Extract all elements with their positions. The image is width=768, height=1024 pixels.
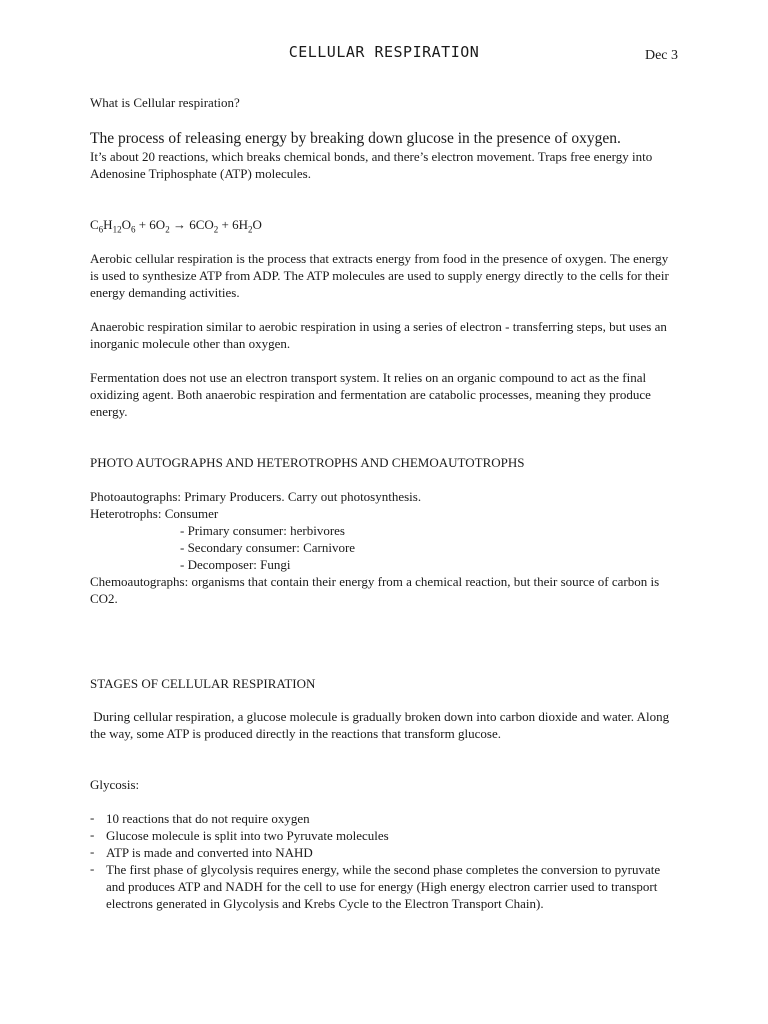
trophs-heading: PHOTO AUTOGRAPHS AND HETEROTROPHS AND CHEMOAUTOTROPHS (90, 455, 525, 470)
date-label: Dec 3 (644, 48, 678, 63)
consumer-sub-item: - Decomposer: Fungi (180, 557, 291, 572)
list-item (90, 861, 680, 912)
stages-heading: STAGES OF CELLULAR RESPIRATION (90, 676, 316, 691)
list-item-text: The first phase of glycolysis requires energy, while the second phase completes the conversion to pyruvate and produces ATP and NADH for the cell to use for energy (High energy electron carrier used to transport electrons generated in Glycolysis and Krebs Cycle to the Electron Transport Chain). (106, 862, 661, 911)
document-body (90, 94, 680, 912)
list-item-text: ATP is made and converted into NAHD (106, 845, 313, 860)
anaerobic-paragraph: Anaerobic respiration similar to aerobic respiration in using a series of electron - transferring steps, but uses an inorganic molecule other than oxygen. (90, 319, 667, 351)
list-item (90, 827, 680, 844)
list-item-text: 10 reactions that do not require oxygen (106, 811, 310, 826)
photoautographs-line: Photoautographs: Primary Producers. Carry out photosynthesis. (90, 489, 422, 504)
chemical-equation: $C_6H_{12}O_6 + 6O_2 \to 6CO_2 + 6H_2O$ (90, 217, 262, 235)
consumer-sub-item: - Primary consumer: herbivores (180, 523, 345, 538)
aerobic-paragraph: Aerobic cellular respiration is the process that extracts energy from food in the presence of oxygen. The energy is used to synthesize ATP from ADP. The ATP molecules are used to supply energy directly to the cells for their energy demanding activities. (90, 251, 669, 300)
consumer-sub-item: - Secondary consumer: Carnivore (180, 540, 356, 555)
bullet-marker: - (90, 827, 95, 842)
stages-intro: During cellular respiration, a glucose molecule is gradually broken down into carbon dioxide and water. Along the way, some ATP is produced directly in the reactions that transform glucose. (90, 709, 673, 741)
list-item-text: Glucose molecule is split into two Pyruvate molecules (106, 828, 389, 843)
heterotrophs-line: Heterotrophs: Consumer (90, 506, 219, 521)
glycosis-bullet-list (90, 810, 680, 912)
list-item (90, 844, 680, 861)
chemoautographs-line: Chemoautographs: organisms that contain their energy from a chemical reaction, but their source of carbon is CO2. (90, 574, 660, 606)
bullet-marker: - (90, 861, 95, 876)
list-item (90, 810, 680, 827)
intro-detail: It’s about 20 reactions, which breaks chemical bonds, and there’s electron movement. Traps free energy into Adenosine Triphosphate (ATP) molecules. (90, 149, 653, 181)
bullet-marker: - (90, 844, 95, 859)
glycosis-label: Glycosis: (90, 777, 140, 792)
intro-answer: The process of releasing energy by breaking down glucose in the presence of oxygen. (90, 130, 621, 147)
page-title: CELLULAR RESPIRATION (288, 43, 480, 61)
fermentation-paragraph: Fermentation does not use an electron transport system. It relies on an organic compound to act as the final oxidizing agent. Both anaerobic respiration and fermentation are catabolic processes, meaning they produce energy. (90, 370, 651, 419)
intro-question: What is Cellular respiration? (90, 95, 240, 110)
bullet-marker: - (90, 810, 95, 825)
